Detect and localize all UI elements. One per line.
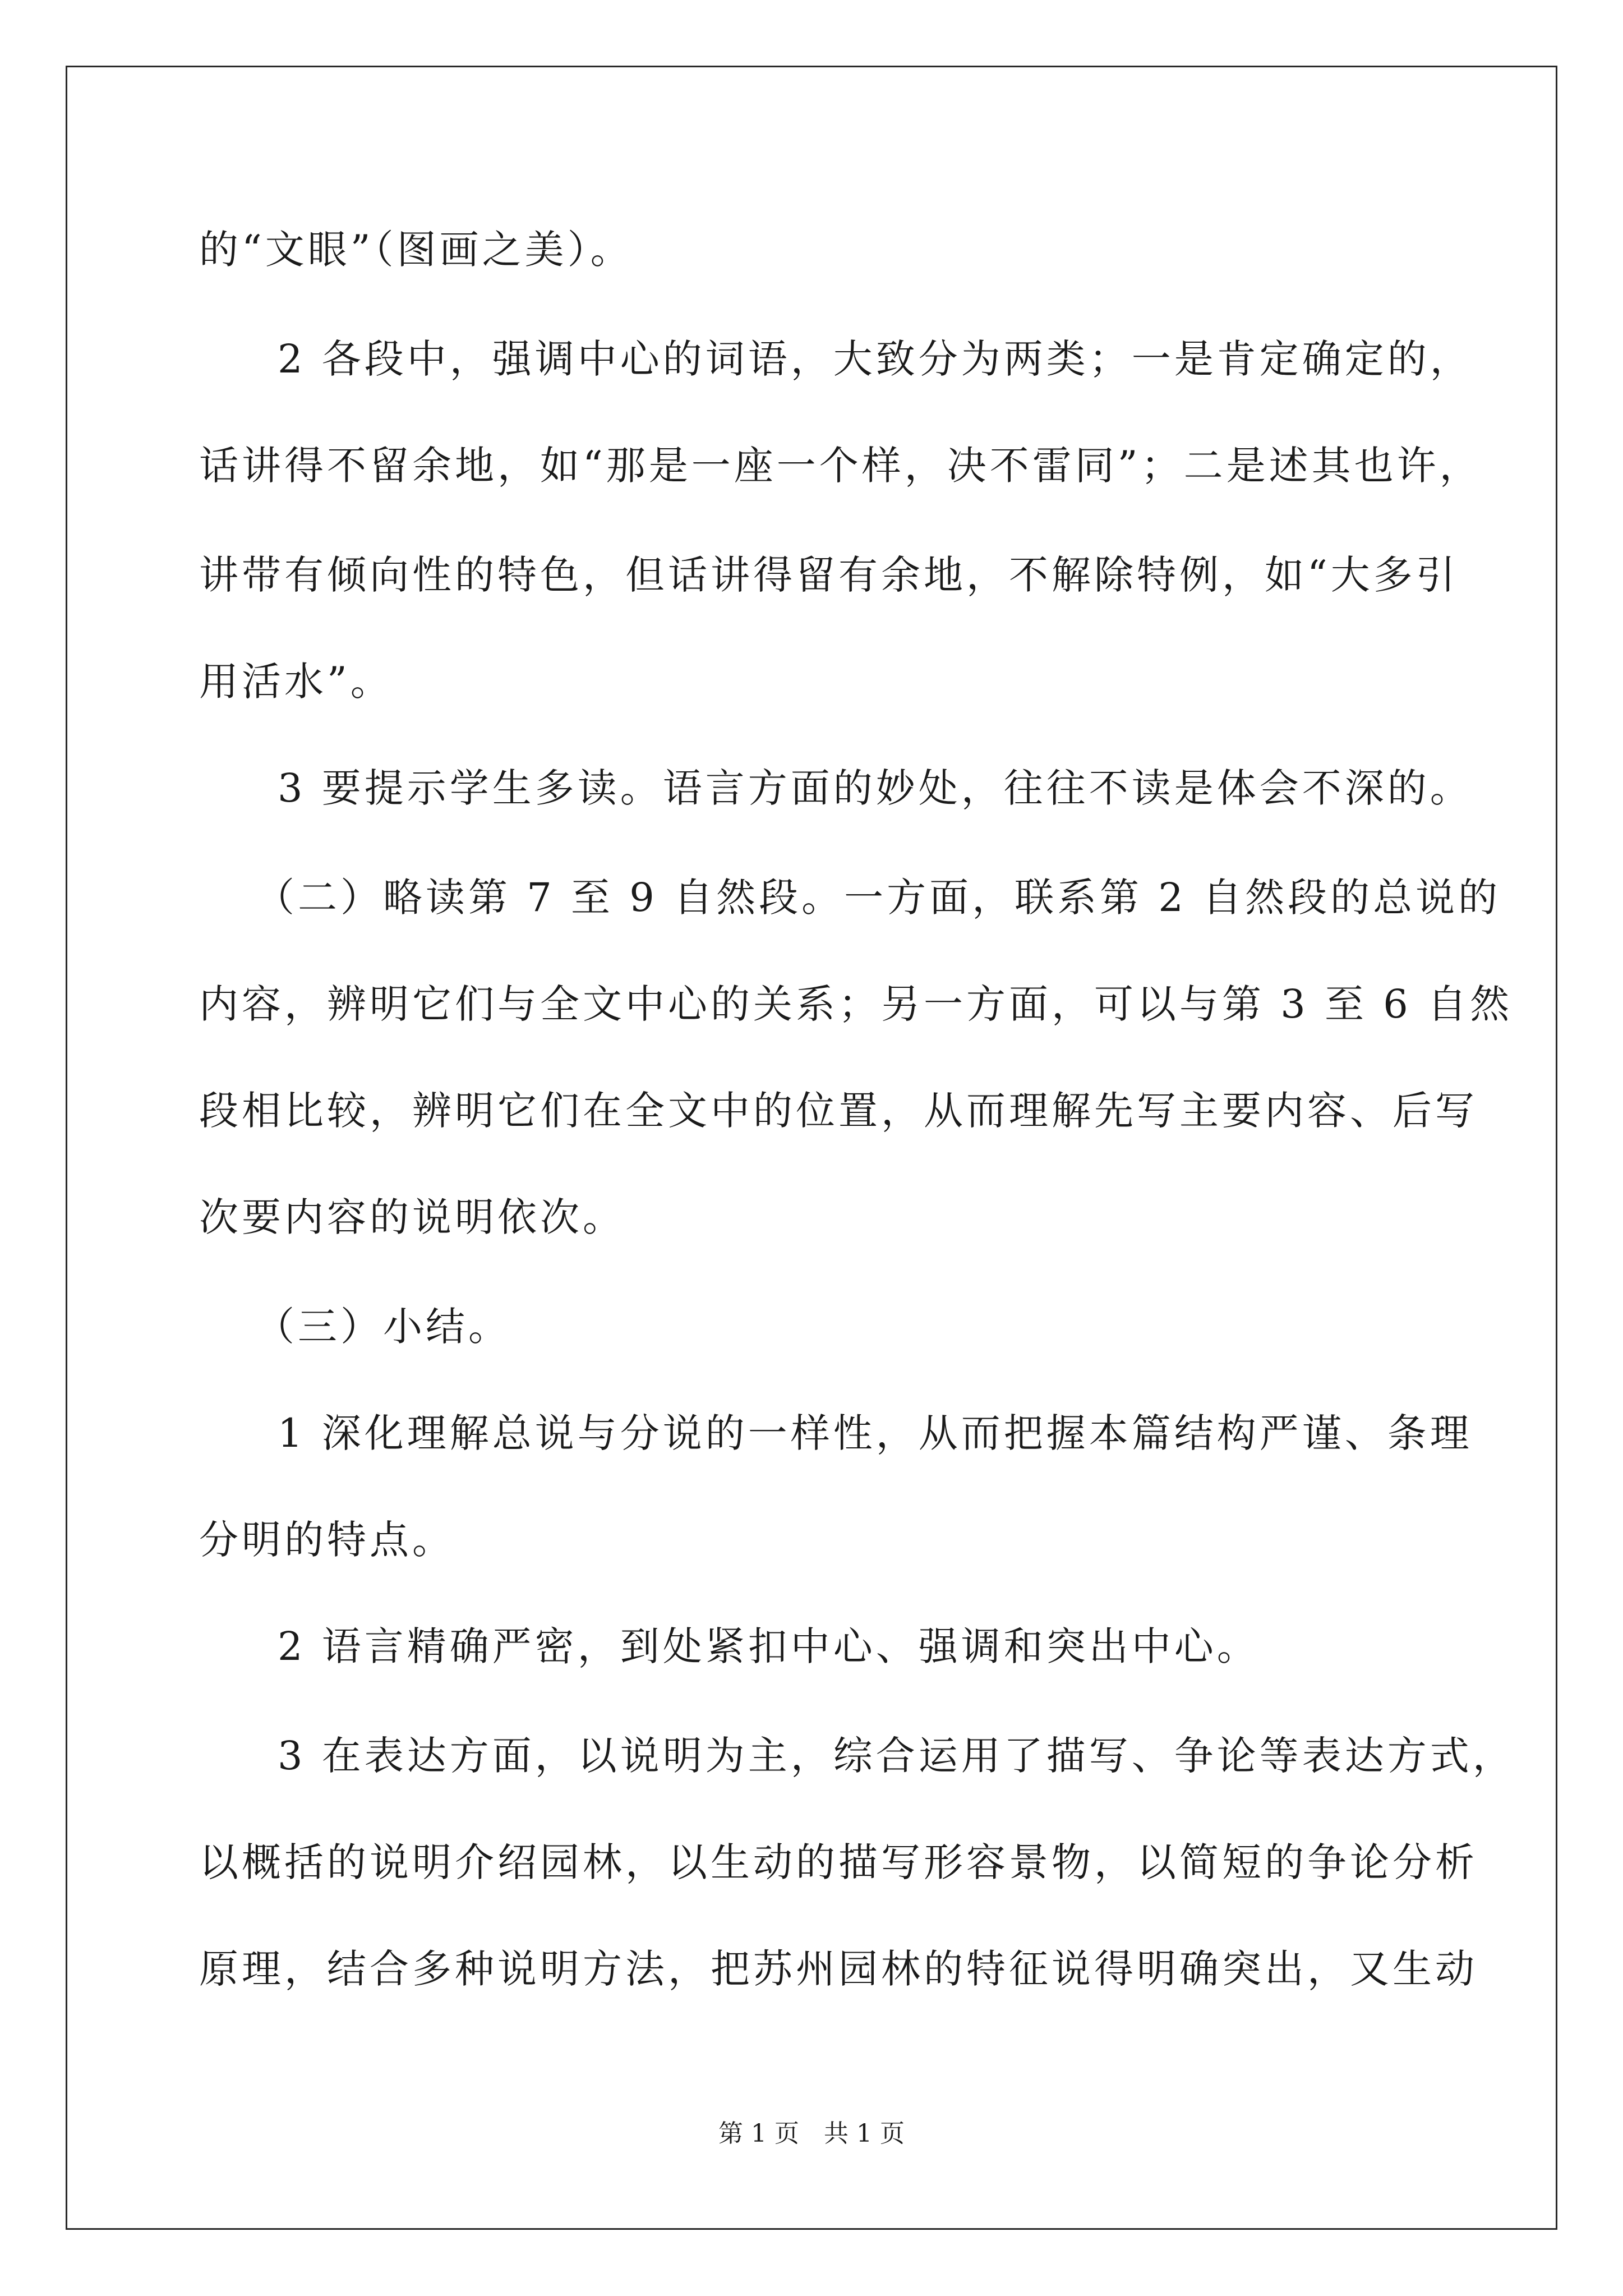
text-line: 的“文眼”（图画之美）。: [199, 227, 633, 273]
text-line: 讲带有倾向性的特色，但话讲得留有余地，不解除特例，如“大多引: [199, 552, 1459, 598]
page-number: 第 1 页 共 1 页: [718, 2119, 905, 2148]
text-line: （二）略读第 7 至 9 自然段。一方面，联系第 2 自然段的总说的: [255, 875, 1501, 921]
text-line: 次要内容的说明依次。: [199, 1194, 625, 1240]
text-line: 1 深化理解总说与分说的一样性，从而把握本篇结构严谨、条理: [278, 1410, 1473, 1456]
text-line: （三）小结。: [255, 1304, 511, 1350]
text-line: 话讲得不留余地，如“那是一座一个样，决不雷同”；二是述其也许，: [199, 443, 1482, 489]
text-line: 3 在表达方面，以说明为主，综合运用了描写、争论等表达方式，: [278, 1733, 1515, 1779]
text-line: 内容，辨明它们与全文中心的关系；另一方面，可以与第 3 至 6 自然: [199, 981, 1513, 1027]
text-line: 2 各段中，强调中心的词语，大致分为两类；一是肯定确定的，: [278, 336, 1473, 382]
text-line: 原理，结合多种说明方法，把苏州园林的特征说得明确突出，又生动: [199, 1946, 1478, 1992]
text-line: 分明的特点。: [199, 1517, 455, 1563]
text-line: 用活水”。: [199, 659, 393, 705]
text-line: 以概括的说明介绍园林，以生动的描写形容景物，以简短的争论分析: [199, 1839, 1478, 1885]
text-line: 2 语言精确严密，到处紧扣中心、强调和突出中心。: [278, 1623, 1260, 1669]
page-border: [66, 66, 1557, 2230]
text-line: 3 要提示学生多读。语言方面的妙处，往往不读是体会不深的。: [278, 765, 1473, 811]
text-line: 段相比较，辨明它们在全文中的位置，从而理解先写主要内容、后写: [199, 1088, 1478, 1134]
